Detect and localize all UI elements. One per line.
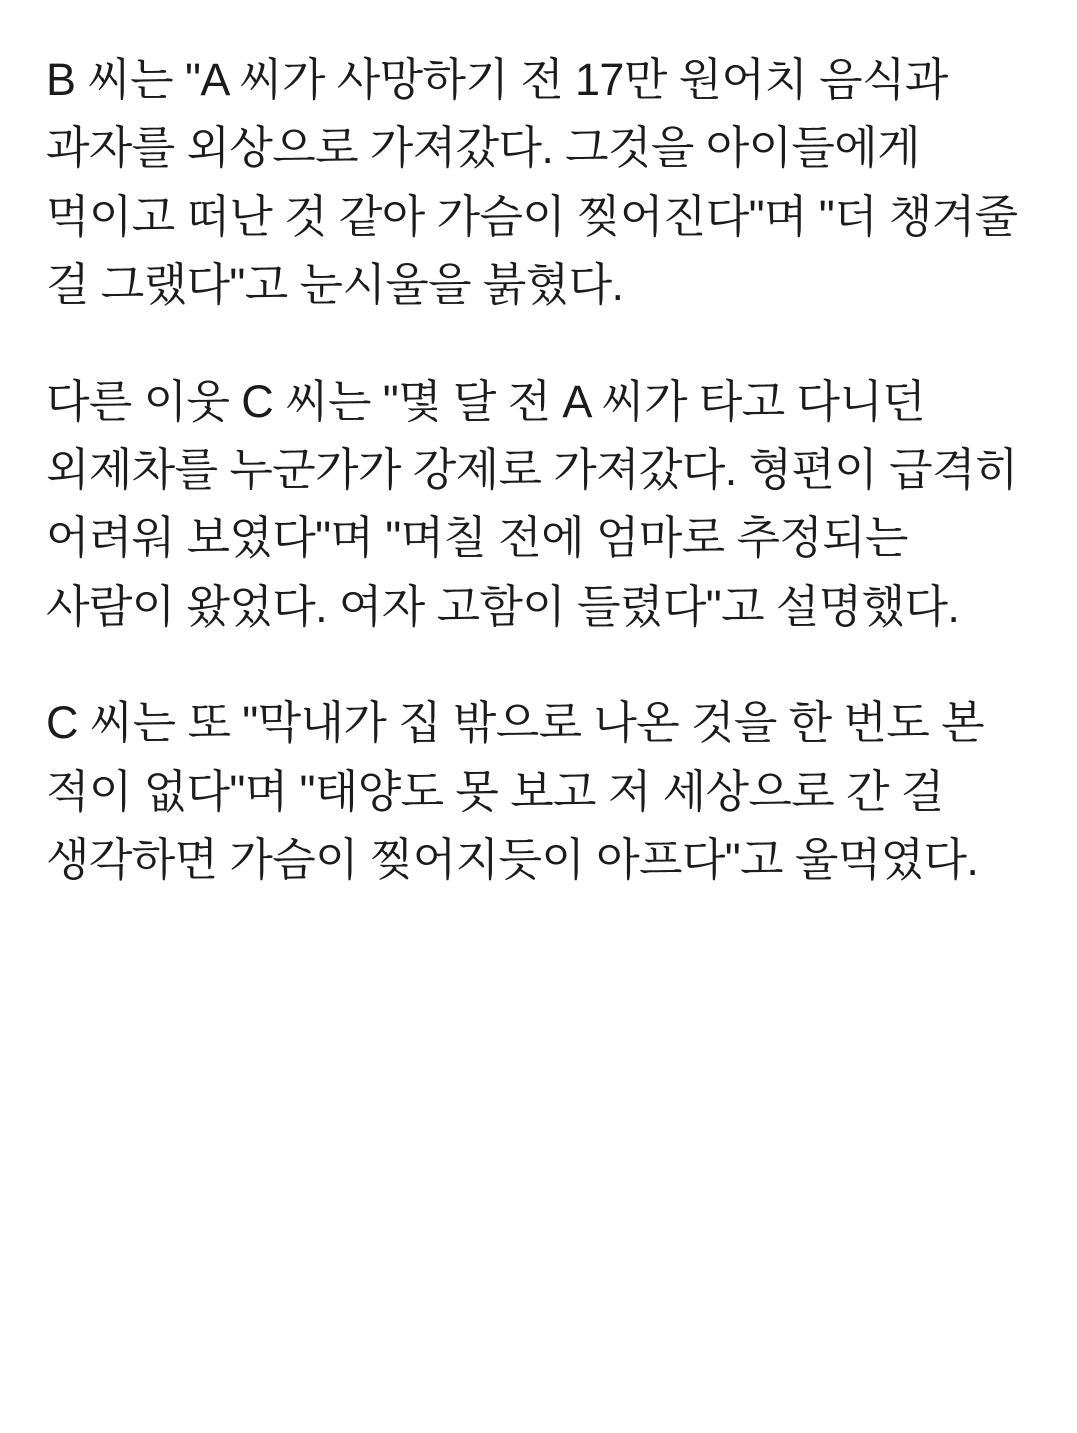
article-paragraph-3: C 씨는 또 "막내가 집 밖으로 나온 것을 한 번도 본 적이 없다"며 "태양도 못 보고 저 세상으로 간 걸 생각하면 가슴이 찢어지듯이 아프다"고 울먹였다. [46,697,984,885]
article-paragraph-2: 다른 이웃 C 씨는 "몇 달 전 A 씨가 타고 다니던 외제차를 누군가가 강제로 가져갔다. 형편이 급격히 어려워 보였다"며 "며칠 전에 엄마로 추정되는 사람이 왔었다. 여자 고함이 들렸다"고 설명했다. [46,375,1018,632]
article-paragraph-1: B 씨는 "A 씨가 사망하기 전 17만 원어치 음식과 과자를 외상으로 가져갔다. 그것을 아이들에게 먹이고 떠난 것 같아 가슴이 찢어진다"며 "더 챙겨줄 걸 그랬다"고 눈시울을 붉혔다. [46,54,1018,311]
